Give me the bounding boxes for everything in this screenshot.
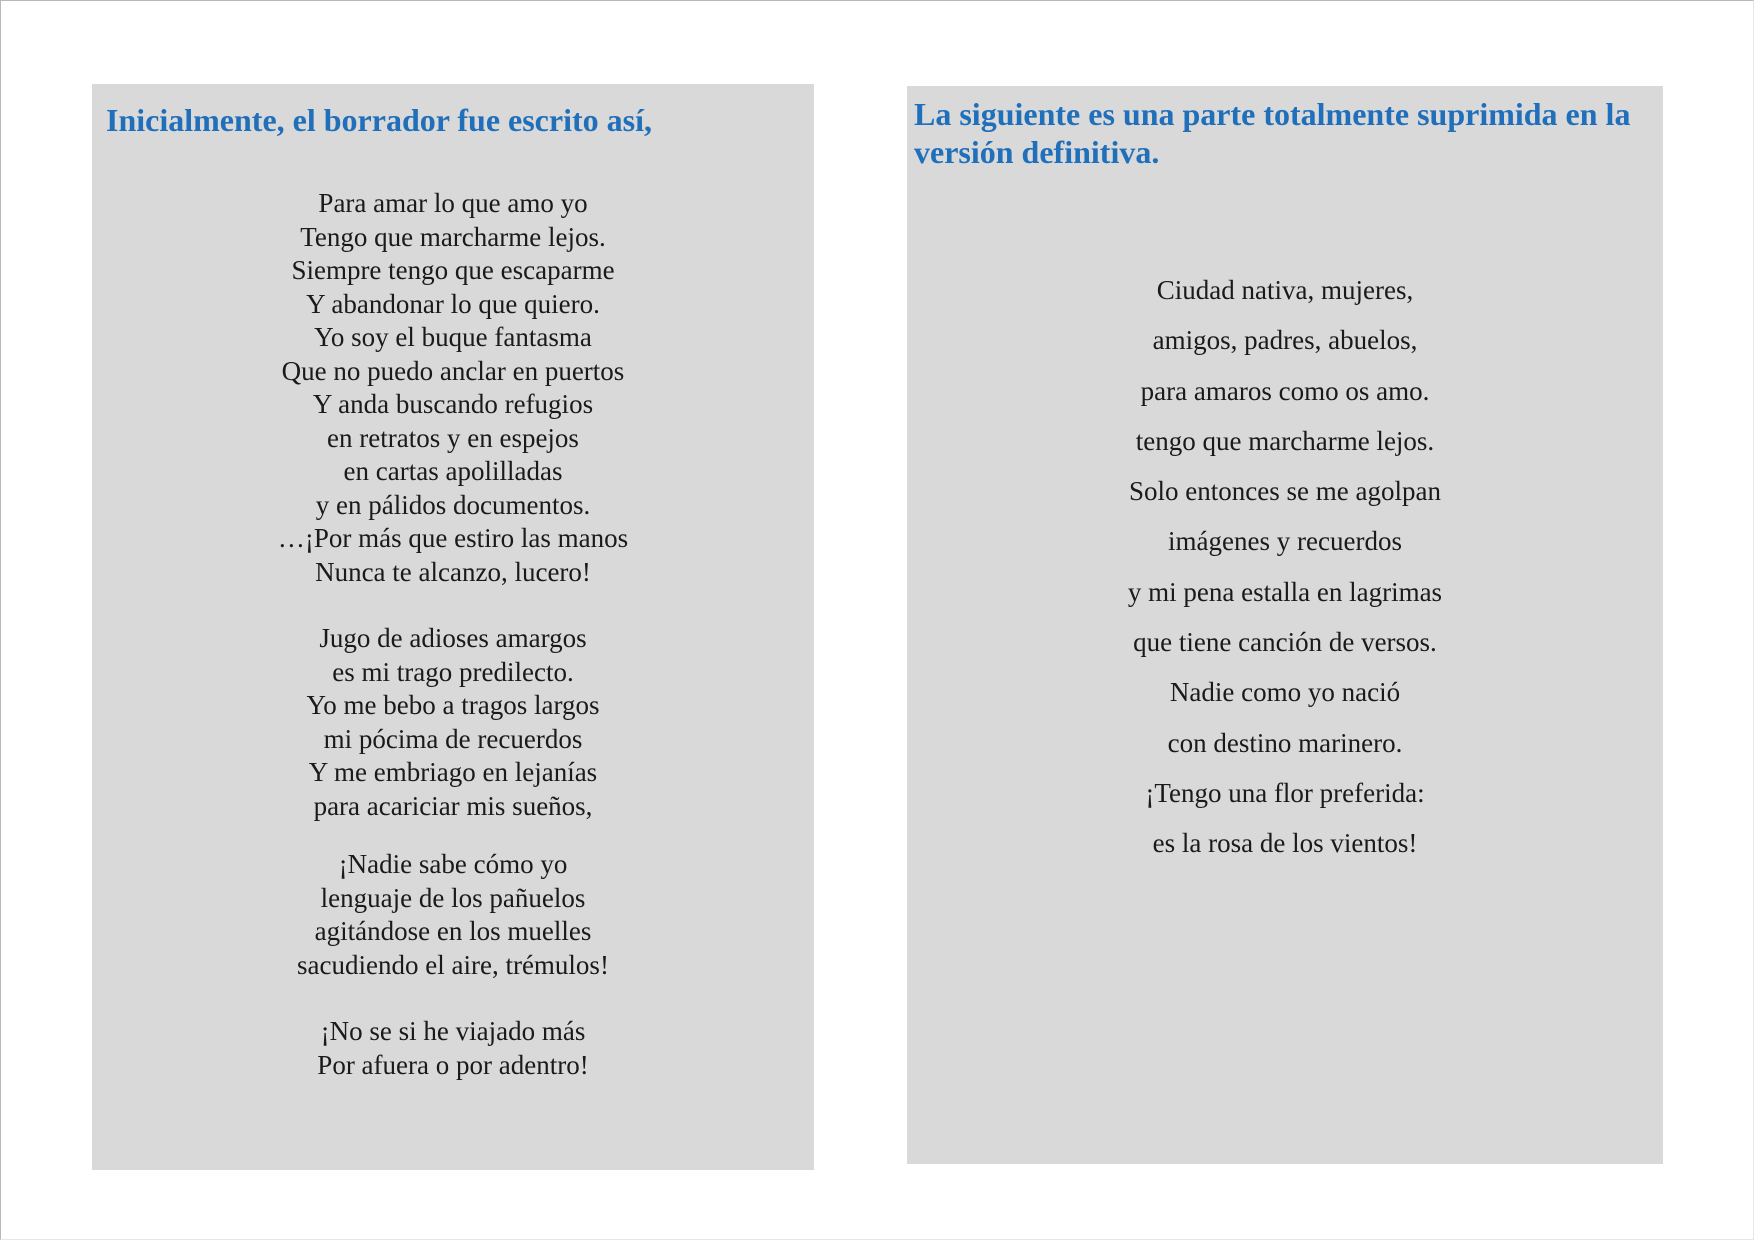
poem-line: Que no puedo anclar en puertos — [281, 355, 625, 386]
poem-line: Nadie como yo nació — [1169, 677, 1401, 708]
poem-line: Yo soy el buque fantasma — [314, 322, 592, 352]
poem-line: en retratos y en espejos — [327, 422, 579, 453]
poem-line: Y anda buscando refugios — [312, 389, 594, 419]
poem-line: es mi trago predilecto. — [332, 656, 574, 687]
poem-line: en cartas apolilladas — [343, 456, 563, 486]
poem-line: lenguaje de los pañuelos — [320, 882, 586, 913]
poem-line: tengo que marcharme lejos. — [1135, 425, 1435, 456]
poem-line: y mi pena estalla en lagrimas — [1127, 576, 1443, 607]
original-draft-title: Inicialmente, el borrador fue escrito así, — [106, 102, 652, 138]
poem-line: Y me embriago en lejanías — [308, 757, 598, 787]
poem-line: es la rosa de los vientos! — [1152, 828, 1418, 859]
original-draft-panel — [92, 84, 814, 1170]
poem-line: para acariciar mis sueños, — [313, 790, 593, 821]
poem-line: …¡Por más que estiro las manos — [277, 523, 629, 553]
poem-line: para amaros como os amo. — [1140, 375, 1430, 406]
poem-line: amigos, padres, abuelos, — [1152, 325, 1418, 356]
draft-stanza-4 — [92, 1015, 814, 1082]
poem-line: Nunca te alcanzo, lucero! — [315, 556, 591, 587]
poem-line: Jugo de adioses amargos — [319, 623, 587, 653]
poem-line: ¡No se si he viajado más — [320, 1016, 586, 1046]
poem-line: agitándose en los muelles — [314, 916, 592, 946]
poem-line: Para amar lo que amo yo — [318, 188, 588, 218]
poem-line: que tiene canción de versos. — [1133, 627, 1437, 658]
poem-line: Solo entonces se me agolpan — [1129, 476, 1441, 507]
poem-line: ¡Nadie sabe cómo yo — [338, 849, 568, 879]
draft-stanza-2 — [92, 622, 814, 823]
poem-line: Yo me bebo a tragos largos — [306, 690, 600, 720]
poem-line: y en pálidos documentos. — [315, 489, 591, 520]
suppressed-stanza — [907, 265, 1663, 869]
poem-line: ¡Tengo una flor preferida: — [1145, 777, 1425, 808]
poem-line: Por afuera o por adentro! — [317, 1049, 589, 1080]
poem-line: Tengo que marcharme lejos. — [300, 221, 606, 252]
poem-line: Siempre tengo que escaparme — [291, 255, 615, 285]
suppressed-part-title: La siguiente es una parte totalmente suprimida en la versión definitiva. — [914, 96, 1631, 170]
poem-line: sacudiendo el aire, trémulos! — [297, 949, 609, 980]
draft-stanza-1 — [92, 187, 814, 589]
suppressed-part-panel — [907, 86, 1663, 1164]
poem-line: Ciudad nativa, mujeres, — [1156, 275, 1414, 305]
draft-stanza-3 — [92, 848, 814, 982]
poem-line: imágenes y recuerdos — [1168, 526, 1402, 557]
poem-line: con destino marinero. — [1167, 727, 1403, 758]
poem-line: Y abandonar lo que quiero. — [306, 288, 600, 319]
poem-line: mi pócima de recuerdos — [323, 723, 583, 754]
